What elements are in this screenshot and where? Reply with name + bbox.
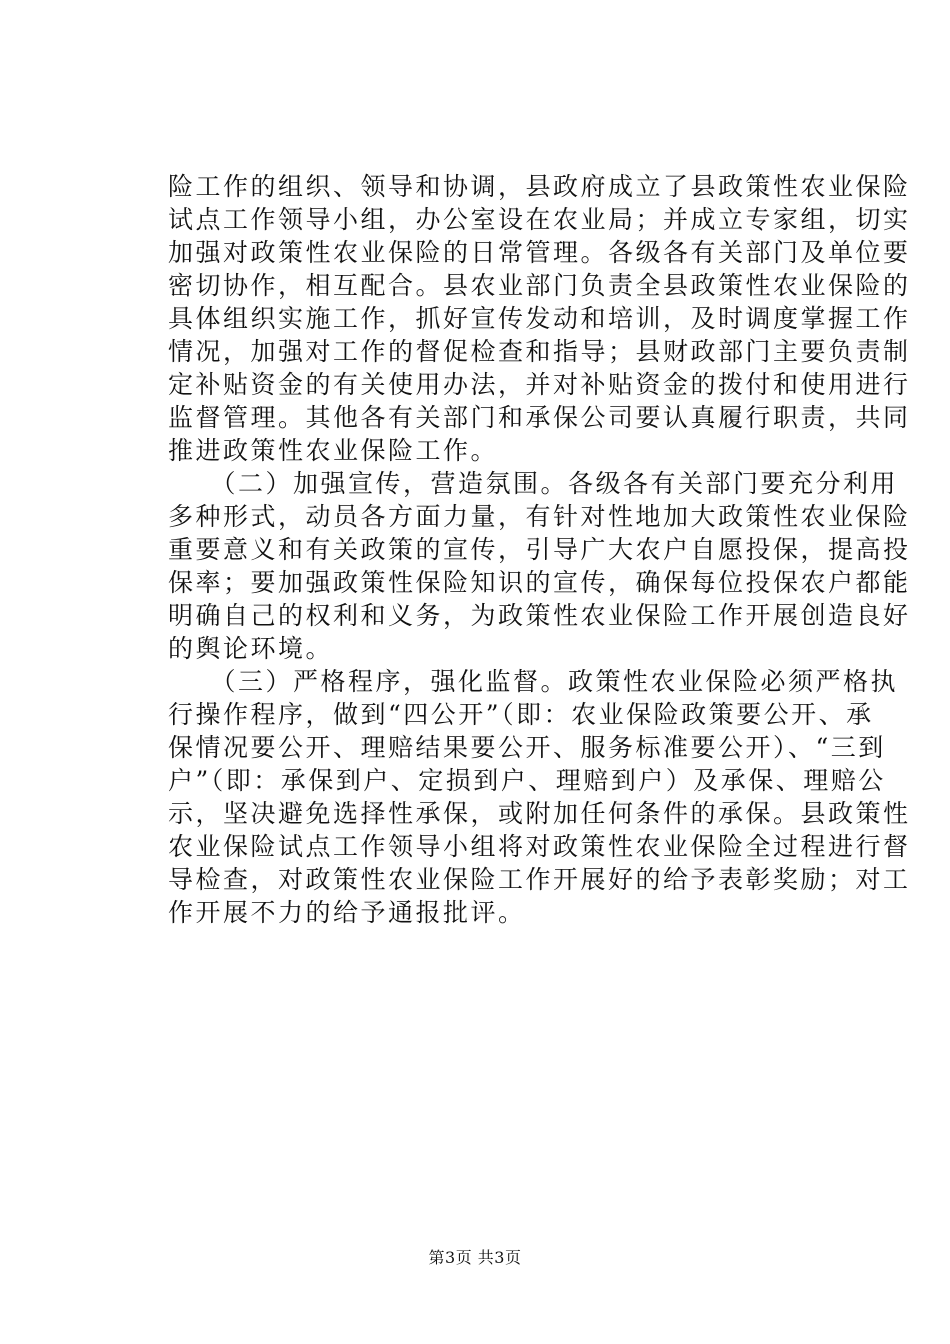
document-body — [168, 170, 911, 929]
paragraph-two-heading-line: （二）加强宣传，营造氛围。各级各有关部门要充分利用 — [168, 469, 899, 498]
text-line: 险工作的组织、领导和协调，县政府成立了县政策性农业保险 — [168, 172, 911, 201]
text-line: 作开展不力的给予通报批评。 — [168, 898, 526, 927]
text-line: 的舆论环境。 — [168, 634, 334, 663]
text-line: 保情况要公开、理赔结果要公开、服务标准要公开）、“三到 — [168, 733, 886, 762]
text-line: 户”（即：承保到户、定损到户、理赔到户）及承保、理赔公 — [168, 766, 886, 795]
text-line: 推进政策性农业保险工作。 — [168, 436, 499, 465]
text-line: 行操作程序，做到“四公开”（即：农业保险政策要公开、承 — [168, 700, 874, 729]
text-line: 导检查，对政策性农业保险工作开展好的给予表彰奖励；对工 — [168, 865, 911, 894]
text-line: 具体组织实施工作，抓好宣传发动和培训，及时调度掌握工作 — [168, 304, 911, 333]
page-footer: 第3页 共3页 — [428, 1248, 522, 1267]
text-line: 情况，加强对工作的督促检查和指导；县财政部门主要负责制 — [168, 337, 911, 366]
text-line: 保率；要加强政策性保险知识的宣传，确保每位投保农户都能 — [168, 568, 911, 597]
text-line: 密切协作，相互配合。县农业部门负责全县政策性农业保险的 — [168, 271, 911, 300]
text-line: 明确自己的权利和义务，为政策性农业保险工作开展创造良好 — [168, 601, 911, 630]
text-line: 重要意义和有关政策的宣传，引导广大农户自愿投保，提高投 — [168, 535, 911, 564]
text-line: 监督管理。其他各有关部门和承保公司要认真履行职责，共同 — [168, 403, 911, 432]
text-line: 试点工作领导小组，办公室设在农业局；并成立专家组，切实 — [168, 205, 911, 234]
text-line: 加强对政策性农业保险的日常管理。各级各有关部门及单位要 — [168, 238, 911, 267]
paragraph-three-heading-line: （三）严格程序，强化监督。政策性农业保险必须严格执 — [168, 667, 899, 696]
text-line: 农业保险试点工作领导小组将对政策性农业保险全过程进行督 — [168, 832, 911, 861]
text-line: 定补贴资金的有关使用办法，并对补贴资金的拨付和使用进行 — [168, 370, 911, 399]
text-line: 多种形式，动员各方面力量，有针对性地加大政策性农业保险 — [168, 502, 911, 531]
text-line: 示，坚决避免选择性承保，或附加任何条件的承保。县政策性 — [168, 799, 911, 828]
